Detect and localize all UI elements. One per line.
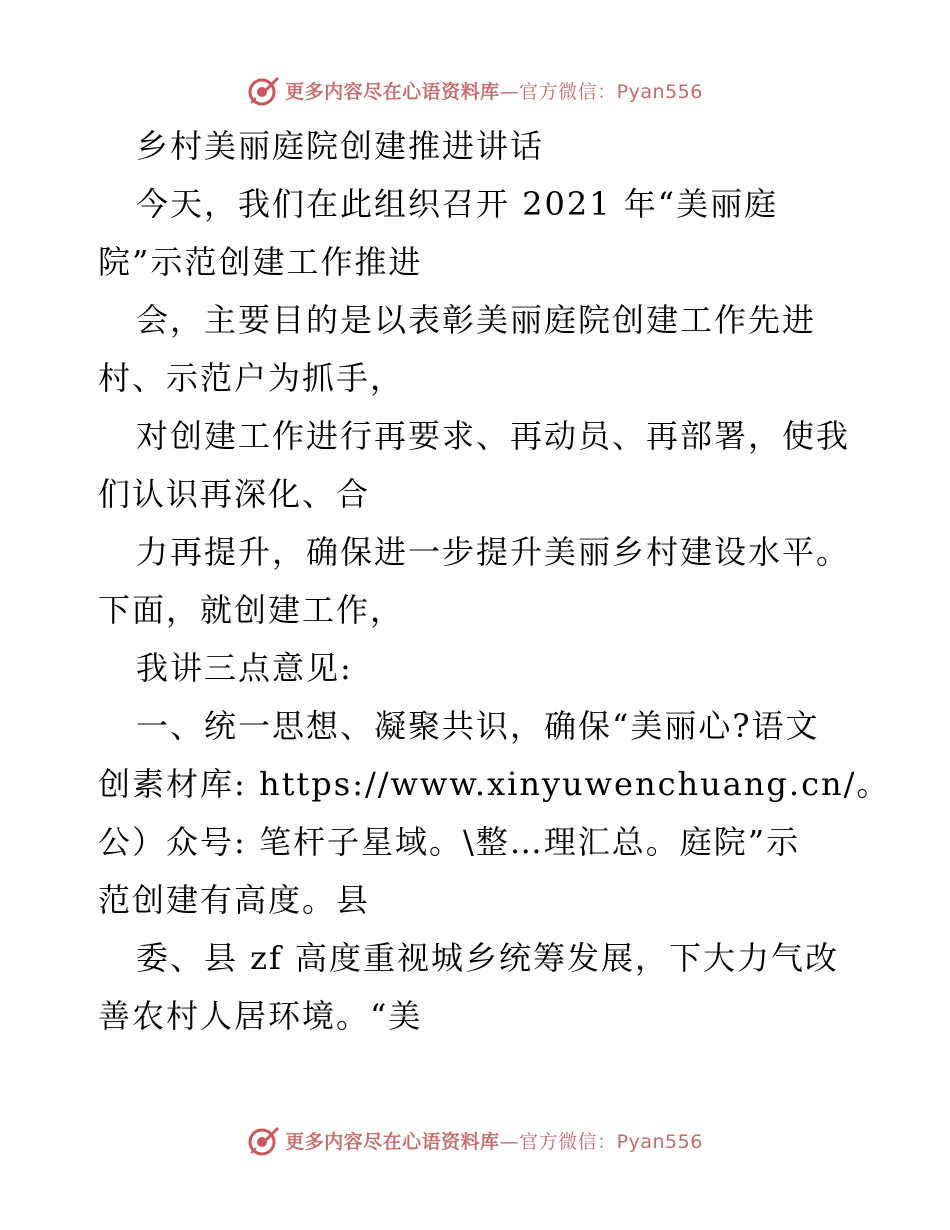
paragraph-line: 对创建工作进行再要求、再动员、再部署，使我: [136, 417, 851, 455]
footer-banner-text: 更多内容尽在心语资料库—官方微信：Pyan556: [285, 1130, 703, 1153]
paragraph-line: 一、统一思想、凝聚共识，确保“美丽心?语文: [136, 707, 820, 745]
paragraph-line: 力再提升，确保进一步提升美丽乡村建设水平。: [136, 533, 851, 571]
paragraph-line: 创素材库: https://www.xinyuwenchuang.cn/。: [98, 765, 891, 803]
paragraph-line: 公）众号: 笔杆子星域。\整…理汇总。庭院”示: [98, 823, 801, 861]
paragraph-line: 委、县 zf 高度重视城乡统筹发展，下大力气改: [136, 939, 840, 977]
paragraph-line: 下面，就创建工作，: [98, 591, 405, 629]
paragraph-line: 今天，我们在此组织召开 2021 年“美丽庭: [136, 185, 779, 223]
paragraph-line: 村、示范户为抓手，: [98, 359, 405, 397]
paragraph-line: 会，主要目的是以表彰美丽庭院创建工作先进: [136, 301, 817, 339]
footer-banner: [0, 1122, 950, 1158]
paragraph-line: 院”示范创建工作推进: [98, 243, 423, 281]
pen-logo-icon: [247, 1123, 281, 1157]
header-banner-text: 更多内容尽在心语资料库—官方微信：Pyan556: [285, 80, 703, 103]
paragraph-line: 善农村人居环境。“美: [98, 997, 423, 1035]
pen-logo-icon: [247, 73, 281, 107]
paragraph-line: 们认识再深化、合: [98, 475, 371, 513]
header-banner: [0, 72, 950, 108]
paragraph-line: 范创建有高度。县: [98, 881, 371, 919]
paragraph-line: 我讲三点意见:: [136, 649, 353, 687]
document-title: 乡村美丽庭院创建推进讲话: [136, 127, 545, 165]
